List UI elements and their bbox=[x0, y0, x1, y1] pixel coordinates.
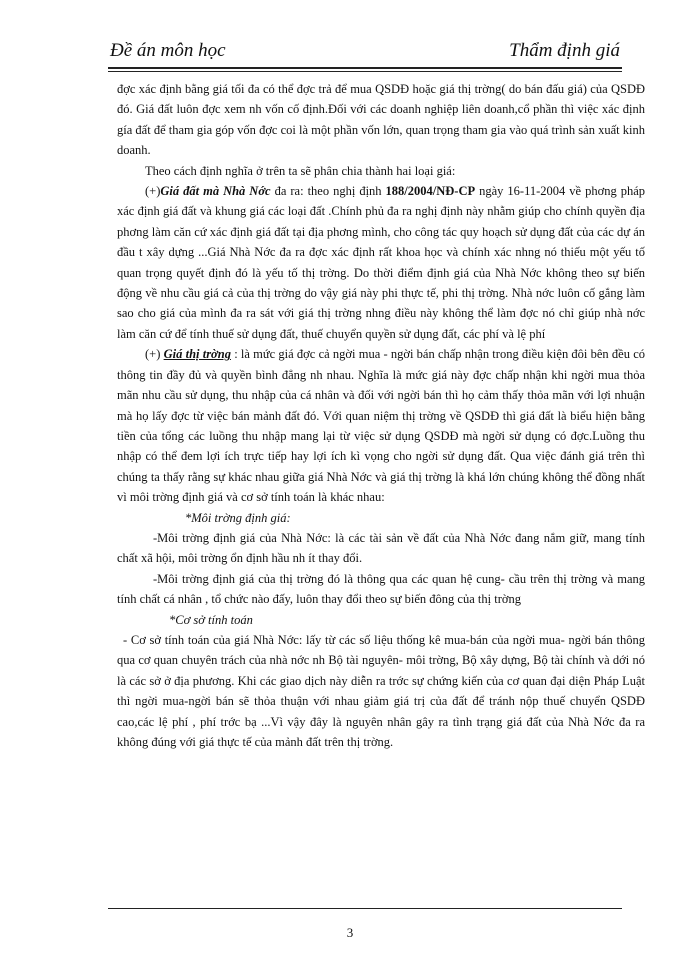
header-rule-thin bbox=[108, 71, 622, 72]
paragraph-calculation-basis: - Cơ sở tính toán của giá Nhà Nớc: lấy từ các số liệu thống kê mua-bán của ngời mua- ngời bán thông qua cơ quan chuyên trách của nhà nớc nh Bộ tài nguyên- môi trờng, Bộ xây dựng, Bộ tài chính và dới nó là các sở ở địa phương. Khi các giao dịch này diễn ra trớc sự chứng kiến của cơ quan đại diện Pháp Luật thì ngời mua-ngời bán sẽ thỏa thuận với nhau giảm giá trị của đất để tránh nộp thuế chuyển QSDĐ cao,các lệ phí , phí trớc bạ ...Vì vậy đây là nguyên nhân gây ra tình trạng giá đất của Nhà Nớc đa ra không đúng với giá thực tế của mảnh đất trên thị trờng. bbox=[117, 632, 645, 749]
paragraph-state-environment: -Môi trờng định giá của Nhà Nớc: là các tài sản về đất của Nhà Nớc đang nắm giữ, mang tính chất xã hội, môi trờng ổn định hầu nh ít thay đổi. bbox=[117, 530, 645, 566]
state-price-intro: đa ra: theo nghị định bbox=[270, 184, 386, 199]
state-price-text: ngày 16-11-2004 về phơng pháp xác định giá đất và khung giá các loại đất .Chính phủ đa ra nghị định này nhằm giúp cho chính quyền địa phơng làm căn cứ xác định giá đất tại địa phơng mình, cho công tác quy hoạch sử dụng đất của các dự án đầu t xây dựng ...Giá Nhà Nớc đa ra đợc xác định rất khoa học và chính xác nhng nó thiếu một yếu tố quan trọng quyết định đó là yếu tố thị trờng. Do thời điểm định giá của Nhà Nớc không theo sự biến động về nhu cầu giá cả của thị trờng do vậy giá này phi thực tế, phi thị trờng. Nhà nớc luôn cố gắng làm sao cho giá của mình đa ra sát với giá thị trờng nhng điều này không thể làm đợc nó chỉ giúp nhà nớc làm căn cứ để tính thuế sử dụng đất, thuế chuyển quyền sử dụng đất, các phí và lệ phí bbox=[117, 184, 645, 341]
decree-number: 188/2004/NĐ-CP bbox=[385, 184, 476, 199]
paragraph-state-price bbox=[117, 181, 645, 344]
header-topic-title: Thẩm định giá bbox=[509, 40, 620, 61]
market-price-prefix: (+) bbox=[145, 347, 164, 362]
paragraph-market-price bbox=[117, 344, 645, 507]
subheading-valuation-environment: *Môi trờng định giá: bbox=[185, 510, 291, 525]
market-price-heading: Giá thị trờng bbox=[163, 347, 231, 362]
subheading-calculation-basis: *Cơ sở tính toán bbox=[169, 612, 253, 627]
market-price-text: : là mức giá đợc cả ngời mua - ngời bán chấp nhận trong điều kiện đôi bên đều có thông tin đầy đủ và quyền bình đẳng nh nhau. Nghĩa là mức giá này đợc chấp nhận khi ngời mua thỏa mãn nhu cầu sử dụng, thu nhập của cá nhân và đối với ngời bán thì họ cảm thấy thỏa mãn với lợi nhuận mà họ lấy đợc từ việc bán mảnh đất đó. Với quan niệm thị trờng về QSDĐ thì giá đất là biểu hiện bằng tiền của tổng các luồng thu nhập mang lại từ việc sử dụng QSDĐ mà ngời sử dụng có đợc.Luồng thu nhập có thể đem lợi ích trực tiếp hay lợi ích kì vọng cho ngời sử dụng đất. Qua việc đánh giá trên thì chúng ta thấy rằng sự khác nhau giữa giá Nhà Nớc và giá thị trờng là khá lớn chúng không thể đồng nhất vì môi trờng định giá và cơ sở tính toán là khác nhau: bbox=[117, 347, 645, 505]
header-course-title: Đề án môn học bbox=[110, 40, 226, 61]
page-number: 3 bbox=[346, 925, 354, 940]
document-body bbox=[117, 79, 645, 752]
paragraph-classification: Theo cách định nghĩa ở trên ta sẽ phân chia thành hai loại giá: bbox=[145, 163, 456, 178]
footer-rule bbox=[108, 908, 622, 909]
header-rule-thick bbox=[108, 67, 622, 69]
state-price-heading: Giá đất mà Nhà Nớc bbox=[160, 184, 271, 199]
state-price-prefix: (+) bbox=[145, 184, 161, 199]
paragraph-market-environment: -Môi trờng định giá của thị trờng đó là thông qua các quan hệ cung- cầu trên thị trờng và mang tính chất cá nhân , tổ chức nào đấy, luôn thay đổi theo sự biến đông của thị trờng bbox=[117, 571, 645, 607]
paragraph-intro: đợc xác định bằng giá tối đa có thể đợc trả để mua QSDĐ hoặc giá thị trờng( do bán đấu giá) của QSDĐ đó. Giá đất luôn đợc xem nh vốn cố định.Đối với các doanh nghiệp liên doanh,cổ phần thì việc xác định gía đất để tham gia góp vốn đợc coi là một phần vốn lớn, quan trọng tham gia vào quá trình sản xuất kinh doanh. bbox=[117, 82, 645, 158]
